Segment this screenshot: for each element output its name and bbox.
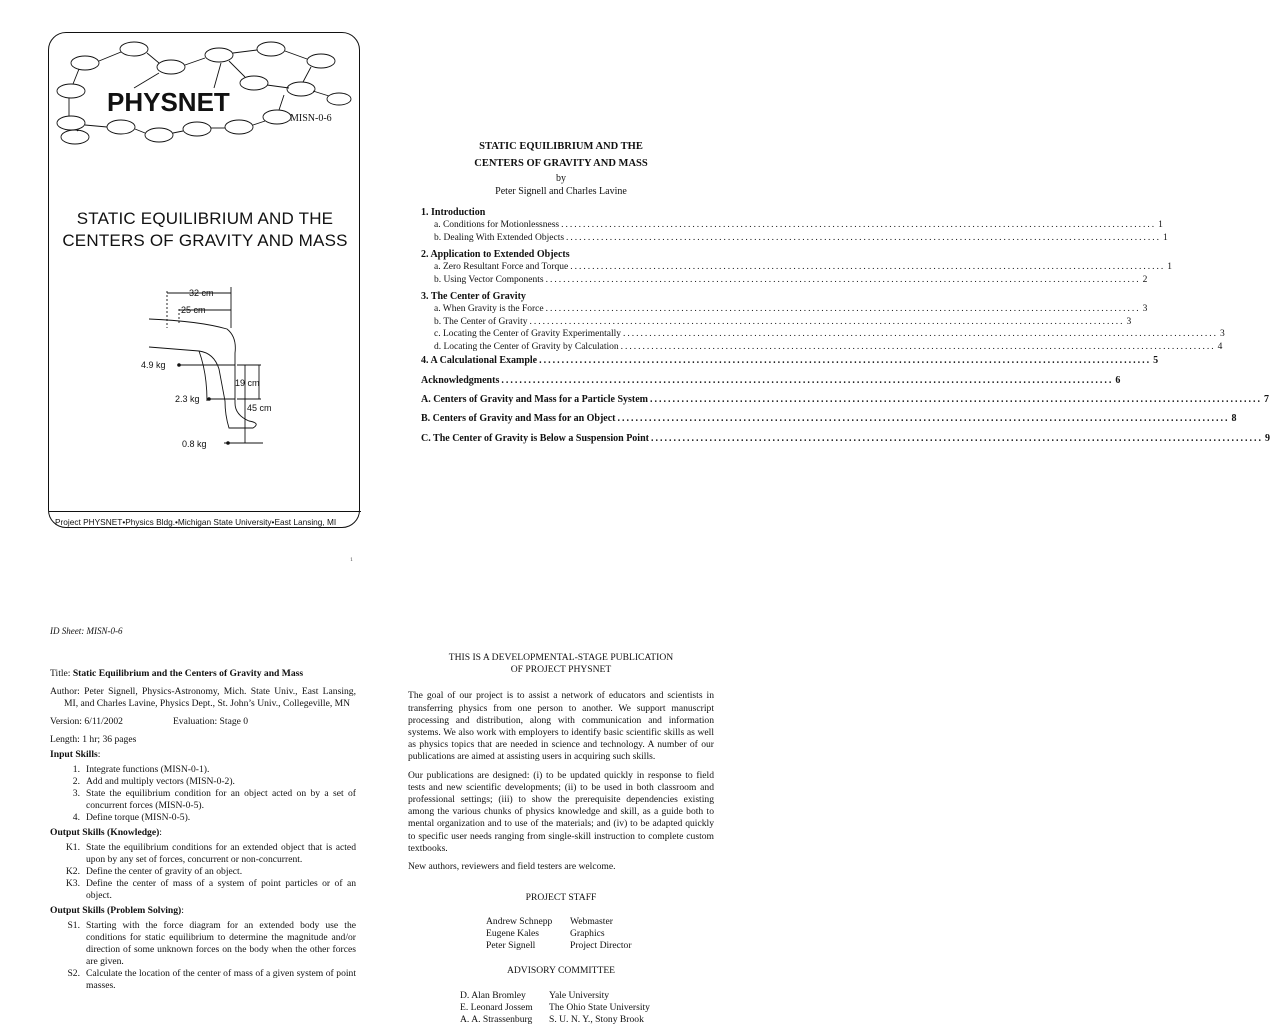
skill-text: Define torque (MISN-0-5). <box>86 812 191 823</box>
skill-item <box>50 842 356 866</box>
person-affiliation: S. U. N. Y., Stony Brook <box>549 1014 644 1025</box>
skill-number: 2. <box>72 776 80 787</box>
dim-32cm: 32 cm <box>189 288 214 298</box>
toc-section-4 <box>421 355 1159 368</box>
person-affiliation: The Ohio State University <box>549 1002 650 1013</box>
toc-appendix-b <box>421 413 1237 426</box>
mass-0-8kg: 0.8 kg <box>182 439 207 449</box>
skill-number: K1. <box>65 842 80 853</box>
cover-title-line1: STATIC EQUILIBRIUM AND THE <box>76 209 334 228</box>
advisory-list <box>460 990 650 1026</box>
skill-number: 3. <box>72 788 80 799</box>
person-affiliation: Webmaster <box>570 916 613 927</box>
input-skills-list <box>50 764 356 824</box>
skill-text: Define the center of mass of a system of point particles or of an object. <box>86 878 356 901</box>
toc-entry[interactable]: b. Dealing With Extended Objects ..... 1 <box>421 232 700 245</box>
toc-heading[interactable]: 2. Application to Extended Objects <box>421 249 570 260</box>
id-length: Length: 1 hr; 36 pages <box>50 734 137 745</box>
physnet-logo: PHYSNET <box>107 87 230 117</box>
toc-heading[interactable]: 1. Introduction <box>421 207 486 218</box>
notice-heading-2: OF PROJECT PHYSNET <box>510 664 612 676</box>
toc-section-3 <box>421 290 1225 353</box>
dim-19cm: 19 cm <box>235 378 260 388</box>
person-name: Eugene Kales <box>486 928 540 939</box>
toc-appendix-c <box>421 433 1270 446</box>
staff-row <box>486 940 632 952</box>
title-page-line2: CENTERS OF GRAVITY AND MASS <box>474 158 648 169</box>
skill-text: Starting with the force diagram for an extended body use the conditions for static equilibrium to determine the magnitude and/or direction of some unknown forces on the body when the other forces are given. <box>86 920 356 967</box>
output-problem-list <box>50 920 356 992</box>
skill-number: K3. <box>65 878 80 889</box>
skill-item <box>50 776 356 788</box>
toc-entry[interactable]: 4. A Calculational Example ..... 5 <box>421 355 700 368</box>
skill-item <box>50 788 356 812</box>
project-staff-list <box>486 916 632 952</box>
person-name: D. Alan Bromley <box>460 990 526 1001</box>
id-version-row: Version: 6/11/2002 Evaluation: Stage 0 <box>50 716 249 727</box>
skill-number: 1. <box>72 764 80 775</box>
staff-row <box>486 928 632 940</box>
advisory-heading: ADVISORY COMMITTEE <box>506 965 616 976</box>
dim-45cm: 45 cm <box>247 403 272 413</box>
toc-entry[interactable]: A. Centers of Gravity and Mass for a Particle System ..... 7 <box>421 394 700 407</box>
person-affiliation: Project Director <box>570 940 632 951</box>
publication-notice <box>408 652 714 873</box>
skill-number: 4. <box>72 812 80 823</box>
skill-item <box>50 764 356 776</box>
cover-frame <box>48 32 360 528</box>
title-page-authors: Peter Signell and Charles Lavine <box>495 186 627 197</box>
advisory-row <box>460 1014 650 1026</box>
person-name: Andrew Schnepp <box>486 916 553 927</box>
person-name: A. A. Strassenburg <box>460 1014 533 1025</box>
person-affiliation: Graphics <box>570 928 605 939</box>
cover-module-code: MISN-0-6 <box>290 113 332 124</box>
skill-text: Integrate functions (MISN-0-1). <box>86 764 210 775</box>
output-knowledge-list <box>50 842 356 902</box>
page-number: 1 <box>350 557 354 563</box>
skill-item <box>50 920 356 968</box>
skill-text: State the equilibrium condition for an object acted on by a set of concurrent forces (MISN-0-5). <box>86 788 356 811</box>
id-sheet-label: ID Sheet: MISN-0-6 <box>50 626 123 636</box>
toc-heading[interactable]: 3. The Center of Gravity <box>421 291 526 302</box>
skill-number: S2. <box>67 968 80 979</box>
notice-para-3: New authors, reviewers and field testers are welcome. <box>408 861 616 873</box>
skill-item <box>50 866 356 878</box>
title-page-by: by <box>556 173 566 184</box>
dim-25cm: 25 cm <box>181 305 206 315</box>
id-title: Title: Static Equilibrium and the Centers of Gravity and Mass <box>50 668 304 679</box>
output-problem-heading: Output Skills (Problem Solving): <box>50 905 184 916</box>
toc-appendix-a <box>421 394 1269 407</box>
toc-entry[interactable]: b. Using Vector Components ..... 2 <box>421 274 700 287</box>
toc-ack <box>421 375 1121 388</box>
skill-item <box>50 812 356 824</box>
mass-2-3kg: 2.3 kg <box>175 394 200 404</box>
toc-entry[interactable]: a. Conditions for Motionlessness ..... 1 <box>421 219 700 232</box>
skill-text: State the equilibrium conditions for an extended object that is acted upon by any set of forces, concurrent or non-concurrent. <box>86 842 356 865</box>
title-page-header <box>420 138 702 198</box>
title-page-line1: STATIC EQUILIBRIUM AND THE <box>479 141 643 152</box>
person-name: E. Leonard Jossem <box>460 1002 533 1013</box>
advisory-row <box>460 1002 650 1014</box>
id-author: Author: Peter Signell, Physics-Astronomy, Mich. State Univ., East Lansing, MI, and Charles Lavine, Physics Dept., St. John’s Univ., Collegeville, MN <box>50 686 356 709</box>
advisory-row <box>460 990 650 1002</box>
toc-section-1 <box>421 206 1168 244</box>
toc-entry[interactable]: a. When Gravity is the Force ..... 3 <box>421 303 700 316</box>
toc-entry[interactable]: c. Locating the Center of Gravity Experimentally ..... 3 <box>421 328 700 341</box>
id-sheet-body <box>50 668 356 992</box>
skill-item <box>50 878 356 902</box>
toc-entry[interactable]: Acknowledgments ..... 6 <box>421 375 700 388</box>
skill-text: Add and multiply vectors (MISN-0-2). <box>86 776 235 787</box>
input-skills-heading: Input Skills: <box>50 749 101 760</box>
skill-number: S1. <box>67 920 80 931</box>
notice-heading-1: THIS IS A DEVELOPMENTAL-STAGE PUBLICATION <box>448 652 674 663</box>
cover-footer: Project PHYSNET•Physics Bldg.•Michigan State University•East Lansing, MI <box>55 517 337 527</box>
cover-footer-rule <box>49 511 361 512</box>
skill-item <box>50 968 356 992</box>
toc-entry[interactable]: C. The Center of Gravity is Below a Suspension Point ..... 9 <box>421 433 700 446</box>
physnet-network-graphic <box>49 33 361 153</box>
person-affiliation: Yale University <box>549 990 610 1001</box>
toc-entry[interactable]: b. The Center of Gravity ..... 3 <box>421 316 700 329</box>
skill-text: Define the center of gravity of an object. <box>86 866 243 877</box>
toc-entry[interactable]: B. Centers of Gravity and Mass for an Object ..... 8 <box>421 413 700 426</box>
mass-4-9kg: 4.9 kg <box>141 360 166 370</box>
toc-section-2 <box>421 248 1172 286</box>
leg-diagram <box>49 283 361 449</box>
toc-entry[interactable]: d. Locating the Center of Gravity by Calculation ..... 4 <box>421 341 700 354</box>
cover-title-line2: CENTERS OF GRAVITY AND MASS <box>62 231 348 250</box>
project-staff-heading: PROJECT STAFF <box>525 892 597 903</box>
skill-text: Calculate the location of the center of mass of a given system of point masses. <box>86 968 356 991</box>
output-knowledge-heading: Output Skills (Knowledge): <box>50 827 162 838</box>
toc-entry[interactable]: a. Zero Resultant Force and Torque ..... 1 <box>421 261 700 274</box>
person-name: Peter Signell <box>486 940 536 951</box>
notice-para-1: The goal of our project is to assist a network of educators and scientists in transferring physics from one person to another. We support manuscript processing and distribution, along with communication and information systems. We also work with employers to identify basic scientific skills as well as physics topics that are needed in science and technology. A number of our publications are aimed at assisting users in acquiring such skills. <box>408 690 714 763</box>
notice-para-2: Our publications are designed: (i) to be updated quickly in response to field tests and new scientific developments; (ii) to be used in both classroom and professional settings; (iii) to show the prerequisite dependencies existing among the various chunks of physics knowledge and skill, as a guide both to mental organization and to use of the materials; and (iv) to be adapted quickly to specific user needs ranging from single-skill instruction to complete custom textbooks. <box>408 769 714 854</box>
skill-number: K2. <box>65 866 80 877</box>
staff-row <box>486 916 632 928</box>
